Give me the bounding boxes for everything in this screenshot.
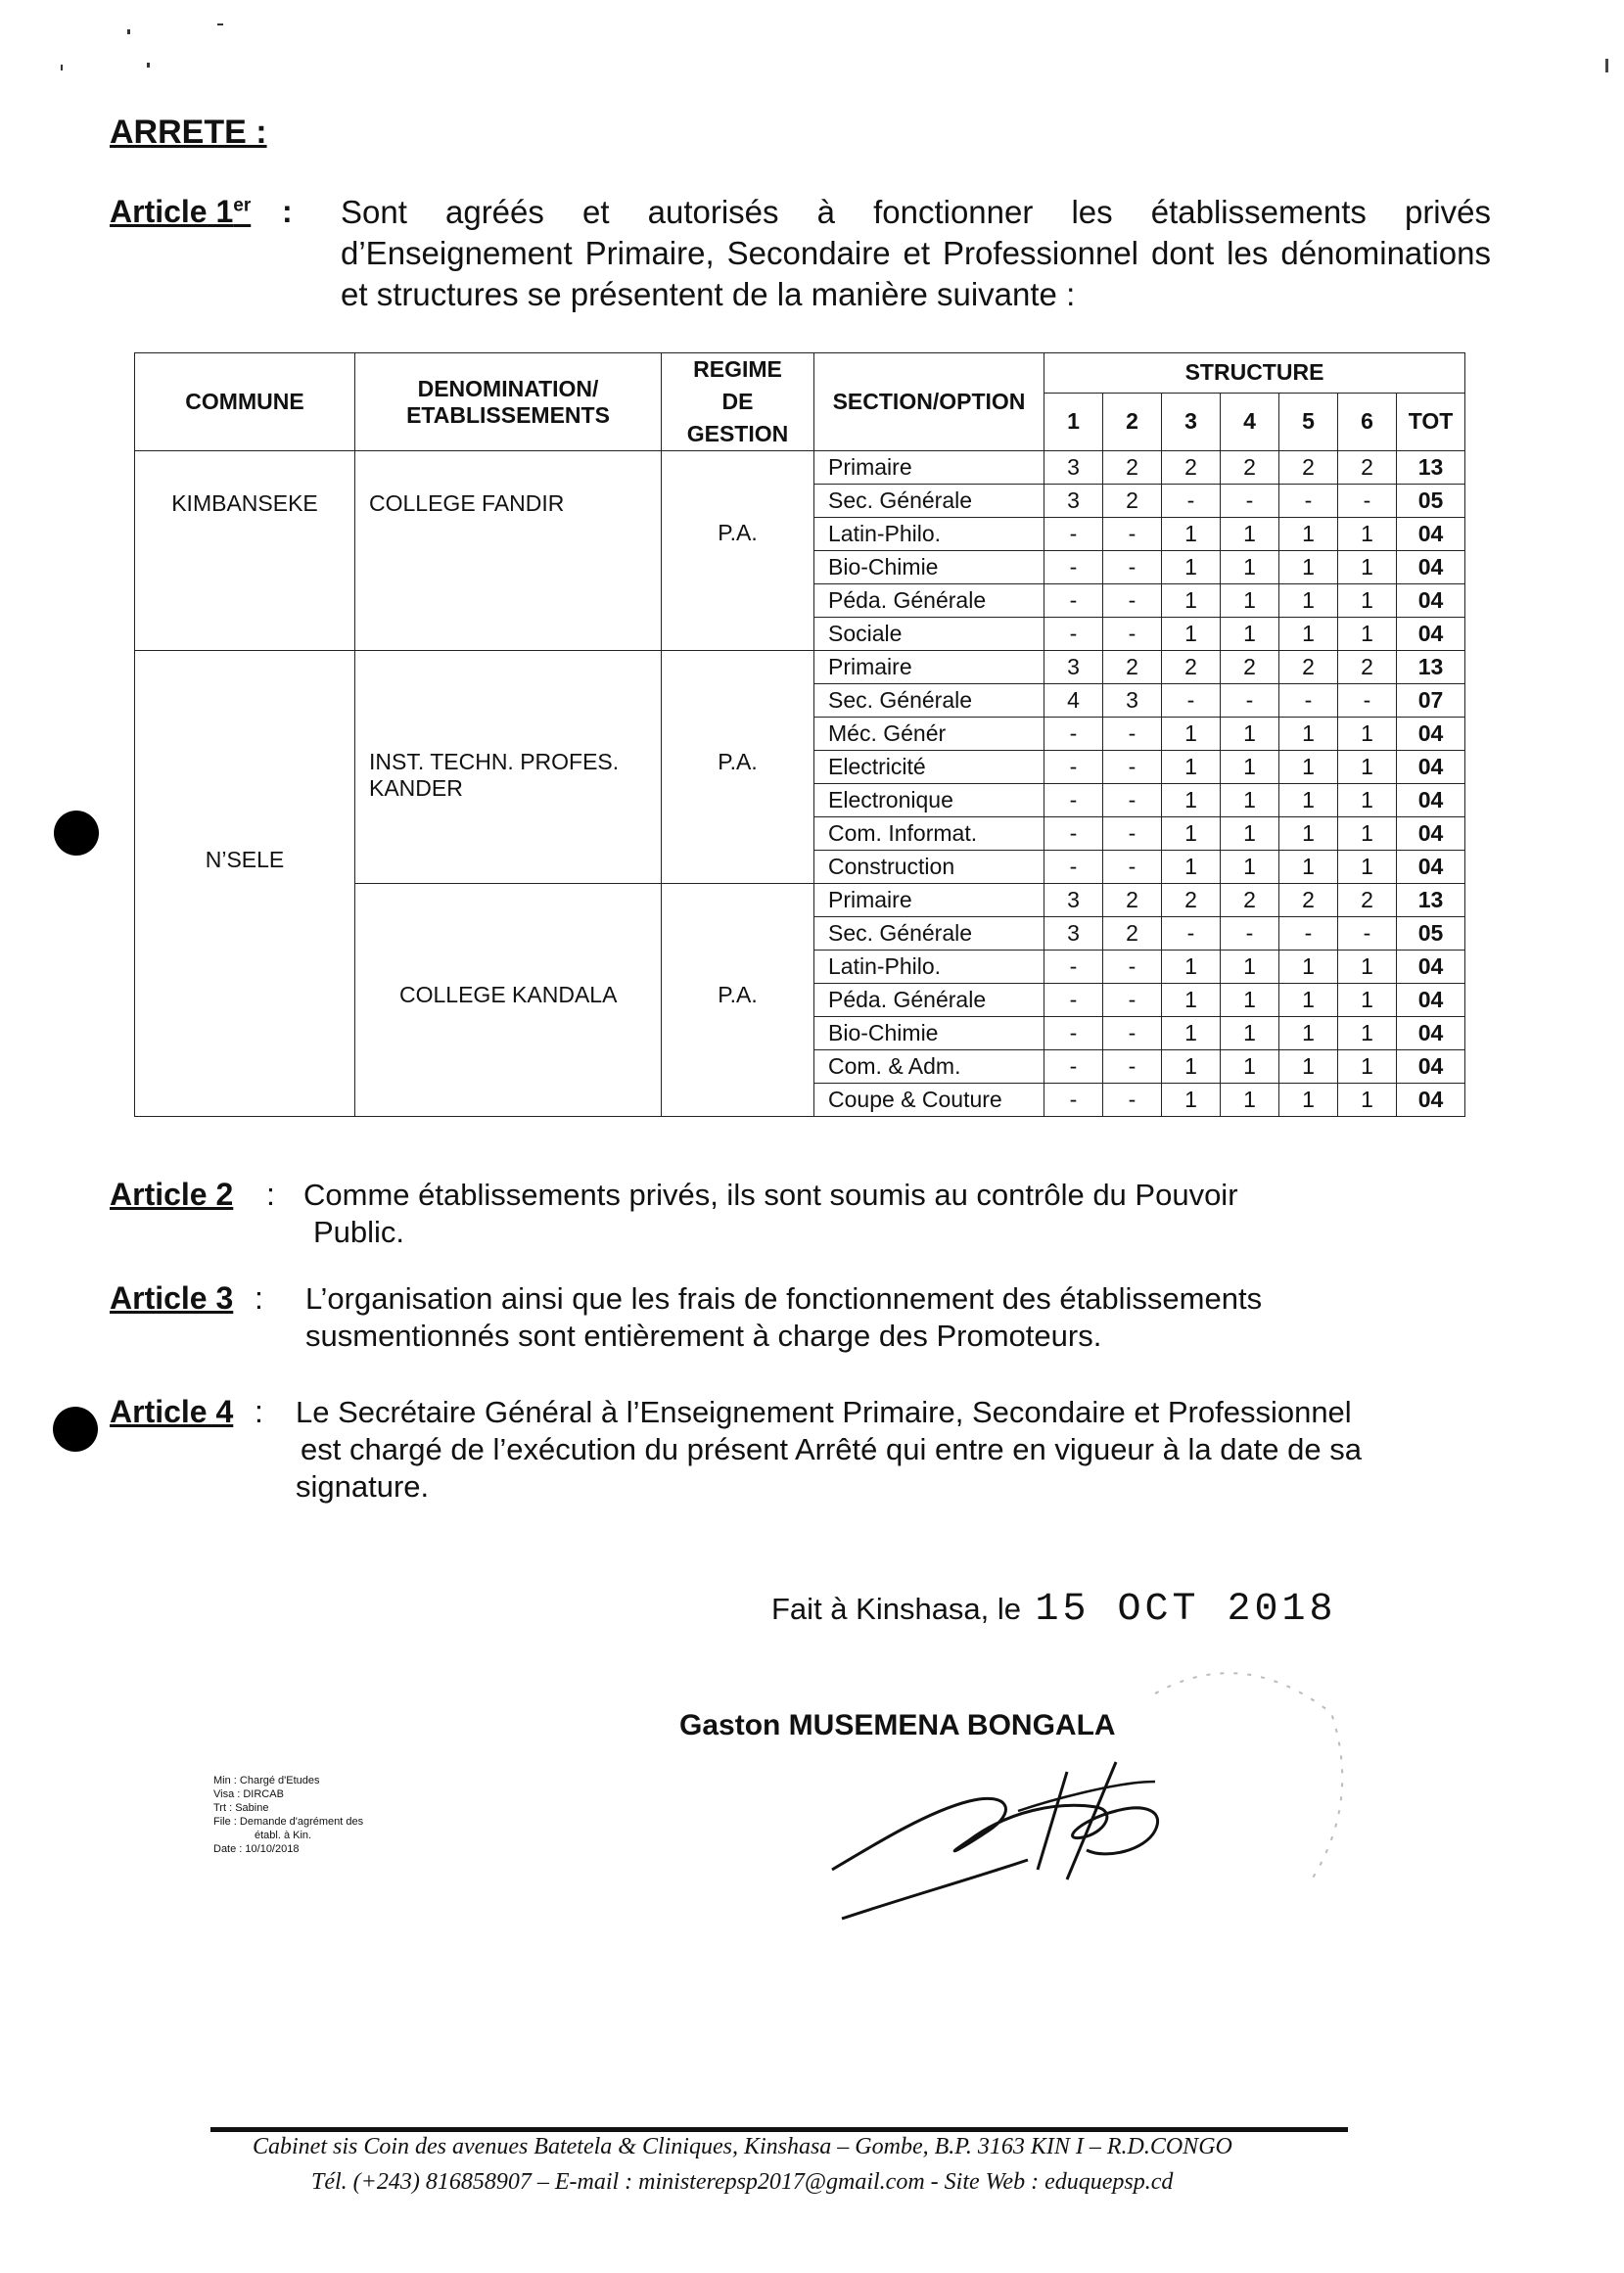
structure-cell: 3 <box>1044 485 1103 518</box>
structure-cell: 1 <box>1221 1050 1279 1084</box>
article-3-line: L’organisation ainsi que les frais de fonctionnement des établissements <box>305 1281 1263 1316</box>
structure-cell: - <box>1103 784 1162 817</box>
total-cell: 04 <box>1397 1050 1465 1084</box>
structure-cell: 2 <box>1221 884 1279 917</box>
structure-cell: - <box>1044 984 1103 1017</box>
structure-cell: - <box>1044 584 1103 618</box>
structure-table-body <box>135 451 1465 1117</box>
structure-cell: - <box>1044 784 1103 817</box>
structure-cell: 1 <box>1221 718 1279 751</box>
section-cell: Primaire <box>814 884 1044 917</box>
routing-line: Visa : DIRCAB <box>213 1788 284 1800</box>
done-at-text: Fait à Kinshasa, le <box>771 1592 1022 1626</box>
structure-cell: 2 <box>1279 884 1338 917</box>
article-1-line: et structures se présentent de la manière suivante : <box>341 276 1076 312</box>
structure-cell: - <box>1103 518 1162 551</box>
article-3-line: susmentionnés sont entièrement à charge des Promoteurs. <box>305 1319 1102 1353</box>
structure-cell: 1 <box>1221 751 1279 784</box>
section-cell: Coupe & Couture <box>814 1084 1044 1117</box>
routing-line: Trt : Sabine <box>213 1802 269 1814</box>
structure-cell: - <box>1103 951 1162 984</box>
structure-cell: - <box>1103 551 1162 584</box>
table-row <box>135 451 1465 485</box>
structure-cell: 1 <box>1162 1084 1221 1117</box>
structure-cell: 1 <box>1221 784 1279 817</box>
footer-contact: Tél. (+243) 816858907 – E-mail : ministerepsp2017@gmail.com - Site Web : eduquepsp.cd <box>311 2169 1174 2195</box>
structure-cell: - <box>1279 485 1338 518</box>
school-name-cell <box>355 651 662 884</box>
structure-cell: 1 <box>1162 584 1221 618</box>
structure-cell: - <box>1221 485 1279 518</box>
article-2-text <box>303 1177 1238 1251</box>
section-cell: Com. Informat. <box>814 817 1044 851</box>
structure-cell: 1 <box>1221 851 1279 884</box>
structure-cell: 1 <box>1338 1017 1397 1050</box>
structure-cell: 1 <box>1162 784 1221 817</box>
structure-cell: 2 <box>1221 451 1279 485</box>
structure-cell: 1 <box>1162 751 1221 784</box>
scan-mark <box>61 65 63 70</box>
total-cell: 04 <box>1397 784 1465 817</box>
footer-address: Cabinet sis Coin des avenues Batetela & Cliniques, Kinshasa – Gombe, B.P. 3163 KIN I – R.D.CONGO <box>253 2134 1232 2159</box>
header-regime-line: REGIME <box>693 356 782 382</box>
school-name-line: COLLEGE FANDIR <box>369 490 565 516</box>
structure-cell: 1 <box>1221 1017 1279 1050</box>
structure-cell: - <box>1044 618 1103 651</box>
structure-cell: 4 <box>1044 684 1103 718</box>
routing-line: établ. à Kin. <box>255 1830 312 1841</box>
section-cell: Bio-Chimie <box>814 551 1044 584</box>
header-col: 2 <box>1103 393 1162 450</box>
section-cell: Méc. Génér <box>814 718 1044 751</box>
article-4-text <box>296 1394 1362 1506</box>
structure-cell: 1 <box>1279 551 1338 584</box>
structure-cell: 1 <box>1162 551 1221 584</box>
structure-cell: 1 <box>1279 618 1338 651</box>
section-cell: Electronique <box>814 784 1044 817</box>
structure-cell: 3 <box>1044 451 1103 485</box>
structure-cell: - <box>1044 718 1103 751</box>
structure-cell: 2 <box>1103 884 1162 917</box>
article-4-label: Article 4 <box>110 1394 234 1429</box>
structure-cell: 1 <box>1221 984 1279 1017</box>
section-cell: Construction <box>814 851 1044 884</box>
structure-cell: - <box>1044 1017 1103 1050</box>
structure-cell: 1 <box>1162 618 1221 651</box>
structure-cell: 1 <box>1338 751 1397 784</box>
regime-cell: P.A. <box>662 451 814 651</box>
structure-cell: 1 <box>1162 1017 1221 1050</box>
structure-cell: - <box>1338 485 1397 518</box>
section-cell: Péda. Générale <box>814 984 1044 1017</box>
school-name-line: COLLEGE KANDALA <box>399 982 618 1007</box>
structure-cell: - <box>1338 917 1397 951</box>
structure-cell: 1 <box>1279 951 1338 984</box>
structure-cell: 2 <box>1338 651 1397 684</box>
structure-cell: 2 <box>1162 884 1221 917</box>
structure-cell: 2 <box>1162 651 1221 684</box>
structure-table <box>134 352 1465 1117</box>
header-col: 4 <box>1221 393 1279 450</box>
structure-cell: 2 <box>1279 651 1338 684</box>
structure-cell: 1 <box>1221 551 1279 584</box>
structure-cell: - <box>1162 917 1221 951</box>
structure-cell: - <box>1103 584 1162 618</box>
structure-cell: 1 <box>1338 551 1397 584</box>
total-cell: 04 <box>1397 984 1465 1017</box>
total-cell: 05 <box>1397 485 1465 518</box>
article-1-label <box>110 194 251 230</box>
structure-cell: 3 <box>1044 651 1103 684</box>
section-cell: Bio-Chimie <box>814 1017 1044 1050</box>
article-4-line: signature. <box>296 1469 430 1504</box>
structure-cell: 1 <box>1338 1084 1397 1117</box>
structure-cell: 1 <box>1338 618 1397 651</box>
section-cell: Sec. Générale <box>814 917 1044 951</box>
structure-cell: 3 <box>1044 884 1103 917</box>
article-2-line: Public. <box>313 1215 405 1249</box>
structure-cell: 1 <box>1338 951 1397 984</box>
structure-cell: 1 <box>1279 718 1338 751</box>
structure-cell: 1 <box>1162 1050 1221 1084</box>
stamp-date: 15 OCT 2018 <box>1035 1588 1337 1632</box>
total-cell: 13 <box>1397 451 1465 485</box>
structure-cell: 1 <box>1162 984 1221 1017</box>
structure-cell: 1 <box>1338 784 1397 817</box>
structure-cell: - <box>1162 485 1221 518</box>
article-1-line: d’Enseignement Primaire, Secondaire et Professionnel dont les dénominations <box>341 235 1491 271</box>
total-cell: 04 <box>1397 817 1465 851</box>
article-1-line: Sont agréés et autorisés à fonctionner les établissements privés <box>341 194 1491 230</box>
structure-cell: - <box>1221 684 1279 718</box>
structure-cell: 1 <box>1338 817 1397 851</box>
school-name-line: KANDER <box>369 775 463 801</box>
structure-cell: 2 <box>1103 451 1162 485</box>
article-4-colon: : <box>255 1394 263 1429</box>
structure-cell: - <box>1044 851 1103 884</box>
routing-line: Min : Chargé d'Etudes <box>213 1775 320 1786</box>
article-2-label: Article 2 <box>110 1177 234 1212</box>
header-col: 6 <box>1338 393 1397 450</box>
school-name-line: INST. TECHN. PROFES. <box>369 749 620 774</box>
structure-cell: 3 <box>1044 917 1103 951</box>
total-cell: 04 <box>1397 951 1465 984</box>
header-regime-line: GESTION <box>686 421 789 446</box>
structure-cell: 1 <box>1279 584 1338 618</box>
structure-cell: 1 <box>1162 951 1221 984</box>
structure-cell: - <box>1044 751 1103 784</box>
routing-line: File : Demande d'agrément des <box>213 1816 364 1828</box>
article-1-label-sup: er <box>233 195 252 216</box>
scan-mark <box>217 23 223 25</box>
total-cell: 13 <box>1397 651 1465 684</box>
article-1-label-text: Article 1 <box>110 194 234 229</box>
structure-cell: 2 <box>1162 451 1221 485</box>
section-cell: Sociale <box>814 618 1044 651</box>
article-2-colon: : <box>266 1177 275 1212</box>
header-structure: STRUCTURE <box>1044 353 1465 394</box>
header-col: 5 <box>1279 393 1338 450</box>
punch-hole-mark <box>54 811 99 856</box>
header-denomination-line: DENOMINATION/ <box>417 375 599 401</box>
total-cell: 04 <box>1397 851 1465 884</box>
routing-line: Date : 10/10/2018 <box>213 1843 300 1855</box>
structure-cell: 1 <box>1279 1084 1338 1117</box>
structure-cell: 1 <box>1338 718 1397 751</box>
structure-cell: 2 <box>1221 651 1279 684</box>
school-name-cell <box>355 451 662 651</box>
structure-cell: 1 <box>1279 817 1338 851</box>
structure-cell: 1 <box>1338 518 1397 551</box>
scan-mark <box>1605 59 1608 72</box>
header-col: 3 <box>1162 393 1221 450</box>
article-3-text <box>305 1280 1262 1355</box>
signature <box>822 1742 1214 1928</box>
structure-cell: 2 <box>1103 651 1162 684</box>
structure-cell: - <box>1103 618 1162 651</box>
header-denomination-line: ETABLISSEMENTS <box>406 401 610 428</box>
structure-cell: 1 <box>1338 584 1397 618</box>
structure-cell: - <box>1103 1084 1162 1117</box>
commune-cell: KIMBANSEKE <box>135 451 355 651</box>
scan-mark <box>127 29 130 34</box>
structure-cell: 1 <box>1221 817 1279 851</box>
structure-cell: 2 <box>1279 451 1338 485</box>
structure-cell: 1 <box>1279 751 1338 784</box>
structure-cell: - <box>1103 718 1162 751</box>
total-cell: 04 <box>1397 551 1465 584</box>
total-cell: 05 <box>1397 917 1465 951</box>
commune-cell: N’SELE <box>135 651 355 1117</box>
structure-cell: 1 <box>1162 851 1221 884</box>
structure-cell: 2 <box>1103 485 1162 518</box>
structure-cell: - <box>1044 951 1103 984</box>
total-cell: 13 <box>1397 884 1465 917</box>
article-1-colon: : <box>282 194 293 229</box>
structure-cell: 1 <box>1221 1084 1279 1117</box>
total-cell: 04 <box>1397 584 1465 618</box>
structure-cell: - <box>1338 684 1397 718</box>
structure-cell: - <box>1044 1084 1103 1117</box>
structure-cell: - <box>1044 1050 1103 1084</box>
section-cell: Sec. Générale <box>814 684 1044 718</box>
section-cell: Electricité <box>814 751 1044 784</box>
place-date <box>771 1588 1337 1632</box>
signatory-name: Gaston MUSEMENA BONGALA <box>679 1709 1116 1741</box>
structure-cell: 1 <box>1162 817 1221 851</box>
total-cell: 04 <box>1397 518 1465 551</box>
structure-cell: 1 <box>1279 1017 1338 1050</box>
structure-cell: - <box>1103 1017 1162 1050</box>
structure-cell: 1 <box>1221 618 1279 651</box>
structure-cell: 1 <box>1279 784 1338 817</box>
structure-cell: 2 <box>1338 884 1397 917</box>
structure-cell: 1 <box>1162 518 1221 551</box>
total-cell: 07 <box>1397 684 1465 718</box>
structure-cell: 1 <box>1338 851 1397 884</box>
structure-cell: 2 <box>1338 451 1397 485</box>
regime-cell: P.A. <box>662 651 814 884</box>
structure-cell: 1 <box>1221 518 1279 551</box>
total-cell: 04 <box>1397 751 1465 784</box>
structure-cell: - <box>1279 917 1338 951</box>
structure-cell: - <box>1103 817 1162 851</box>
section-cell: Latin-Philo. <box>814 951 1044 984</box>
article-2-line: Comme établissements privés, ils sont soumis au contrôle du Pouvoir <box>303 1178 1238 1212</box>
structure-cell: 1 <box>1338 1050 1397 1084</box>
total-cell: 04 <box>1397 718 1465 751</box>
header-col: TOT <box>1397 393 1465 450</box>
scan-mark <box>147 63 150 68</box>
structure-cell: 1 <box>1221 951 1279 984</box>
header-commune: COMMUNE <box>135 353 355 451</box>
article-4-line: Le Secrétaire Général à l’Enseignement Primaire, Secondaire et Professionnel <box>296 1395 1352 1429</box>
header-regime-line: DE <box>721 389 754 414</box>
footer-rule <box>210 2127 1348 2132</box>
total-cell: 04 <box>1397 1017 1465 1050</box>
section-cell: Primaire <box>814 451 1044 485</box>
header-section: SECTION/OPTION <box>814 353 1044 451</box>
punch-hole-mark <box>53 1407 98 1452</box>
structure-cell: - <box>1103 984 1162 1017</box>
page-heading: ARRETE : <box>110 114 267 151</box>
structure-cell: - <box>1279 684 1338 718</box>
structure-cell: 1 <box>1221 584 1279 618</box>
structure-cell: 1 <box>1279 518 1338 551</box>
structure-cell: - <box>1103 751 1162 784</box>
header-regime <box>662 353 814 451</box>
structure-cell: - <box>1103 851 1162 884</box>
regime-cell: P.A. <box>662 884 814 1117</box>
article-3-label: Article 3 <box>110 1280 234 1316</box>
structure-cell: - <box>1103 1050 1162 1084</box>
structure-cell: 2 <box>1103 917 1162 951</box>
routing-block <box>213 1774 363 1856</box>
article-4-line: est chargé de l’exécution du présent Arrêté qui entre en vigueur à la date de sa <box>301 1432 1362 1466</box>
school-name-cell <box>355 884 662 1117</box>
section-cell: Com. & Adm. <box>814 1050 1044 1084</box>
structure-cell: 1 <box>1279 984 1338 1017</box>
structure-cell: 1 <box>1338 984 1397 1017</box>
structure-cell: 3 <box>1103 684 1162 718</box>
table-row <box>135 651 1465 684</box>
total-cell: 04 <box>1397 1084 1465 1117</box>
section-cell: Primaire <box>814 651 1044 684</box>
article-3-colon: : <box>255 1280 263 1316</box>
header-col: 1 <box>1044 393 1103 450</box>
structure-cell: - <box>1044 817 1103 851</box>
structure-cell: 1 <box>1279 851 1338 884</box>
structure-cell: - <box>1044 518 1103 551</box>
structure-cell: - <box>1162 684 1221 718</box>
total-cell: 04 <box>1397 618 1465 651</box>
article-1-text <box>341 192 1491 315</box>
structure-cell: - <box>1044 551 1103 584</box>
structure-cell: - <box>1221 917 1279 951</box>
section-cell: Latin-Philo. <box>814 518 1044 551</box>
section-cell: Péda. Générale <box>814 584 1044 618</box>
structure-cell: 1 <box>1162 718 1221 751</box>
section-cell: Sec. Générale <box>814 485 1044 518</box>
structure-cell: 1 <box>1279 1050 1338 1084</box>
header-denomination <box>355 353 662 451</box>
